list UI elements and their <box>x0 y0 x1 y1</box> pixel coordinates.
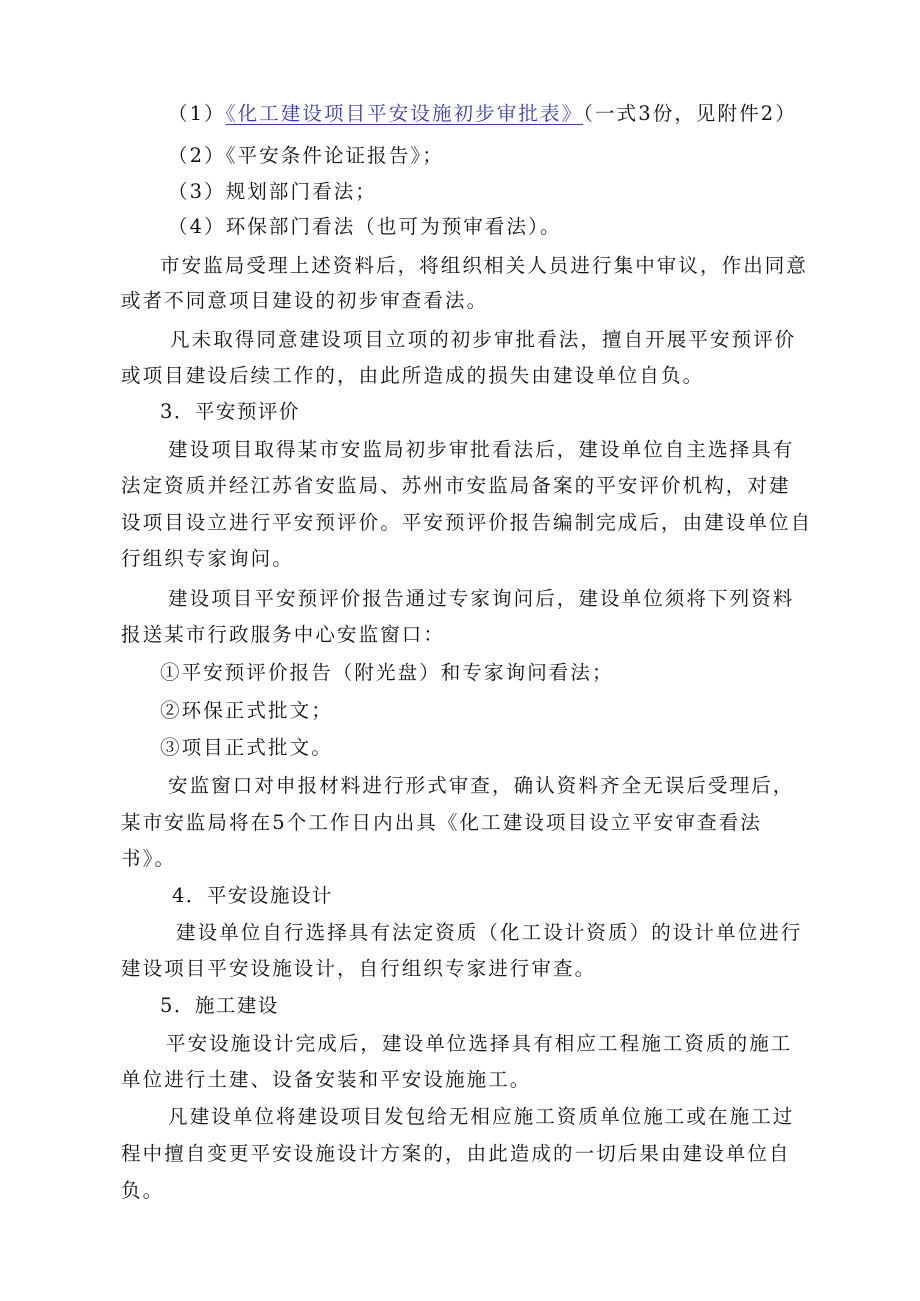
list-item-3: （3）规划部门看法； <box>168 180 377 203</box>
section-4-heading: 4．平安设施设计 <box>172 884 333 907</box>
unauthorized-paragraph-line: 或项目建设后续工作的，由此所造成的损失由建设单位自负。 <box>121 364 705 387</box>
review-paragraph-line: 或者不同意项目建设的初步审查看法。 <box>121 289 489 312</box>
section-5-heading: 5．施工建设 <box>160 994 279 1017</box>
section-3-paragraph-line: 建设项目平安预评价报告通过专家询问后，建设单位须将下列资料 <box>168 587 795 610</box>
section-5-paragraph-line: 凡建设单位将建设项目发包给无相应施工资质单位施工或在施工过 <box>168 1105 795 1128</box>
section-3-paragraph-line: 行组织专家询问。 <box>121 547 294 570</box>
section-3-paragraph-line: 书》。 <box>121 847 177 870</box>
list-item-1-note: （一式3份，见附件2） <box>583 102 797 125</box>
section-3-paragraph-line: 建设项目取得某市安监局初步审批看法后，建设单位自主选择具有 <box>168 438 795 461</box>
section-3-paragraph-line: 安监窗口对申报材料进行形式审查，确认资料齐全无误后受理后， <box>168 774 795 797</box>
approval-form-link[interactable]: 《化工建设项目平安设施初步审批表》 <box>225 102 584 125</box>
section-3-paragraph-line: 法定资质并经江苏省安监局、苏州市安监局备案的平安评价机构，对建 <box>121 474 791 497</box>
list-item-1-number: （1） <box>168 102 226 125</box>
section-3-list-item: ②环保正式批文； <box>160 699 333 722</box>
list-item-1 <box>168 100 797 128</box>
unauthorized-paragraph-line: 凡未取得同意建设项目立项的初步审批看法，擅自开展平安预评价 <box>170 328 797 351</box>
section-5-paragraph-line: 单位进行土建、设备安装和平安设施施工。 <box>121 1068 532 1091</box>
review-paragraph-line: 市安监局受理上述资料后，将组织相关人员进行集中审议，作出同意 <box>160 254 809 277</box>
section-4-paragraph-line: 建设项目平安设施设计，自行组织专家进行审查。 <box>121 957 597 980</box>
section-5-paragraph-line: 负。 <box>121 1179 165 1202</box>
section-3-paragraph-line: 报送某市行政服务中心安监窗口： <box>121 623 446 646</box>
section-3-heading: 3．平安预评价 <box>160 400 300 423</box>
section-3-paragraph-line: 设项目设立进行平安预评价。平安预评价报告编制完成后，由建设单位自 <box>121 511 813 534</box>
section-3-list-item: ③项目正式批文。 <box>160 736 333 759</box>
section-5-paragraph-line: 程中擅自变更平安设施设计方案的，由此造成的一切后果由建设单位自 <box>121 1142 791 1165</box>
section-3-paragraph-line: 某市安监局将在5个工作日内出具《化工建设项目设立平安审查看法 <box>121 811 762 834</box>
list-item-2: （2）《平安条件论证报告》； <box>168 144 444 167</box>
section-5-paragraph-line: 平安设施设计完成后，建设单位选择具有相应工程施工资质的施工 <box>166 1032 793 1055</box>
section-3-list-item: ①平安预评价报告（附光盘）和专家询问看法； <box>160 661 614 684</box>
section-4-paragraph-line: 建设单位自行选择具有法定资质（化工设计资质）的设计单位进行 <box>176 921 803 944</box>
list-item-4: （4）环保部门看法（也可为预审看法）。 <box>168 215 562 238</box>
